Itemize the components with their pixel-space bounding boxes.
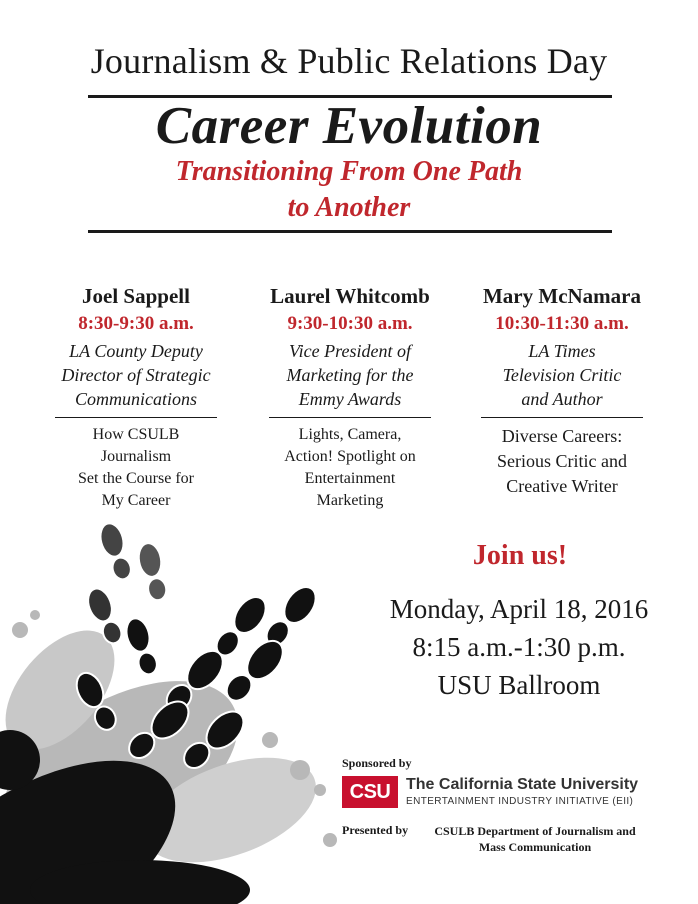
speaker-column-1 <box>36 283 236 512</box>
talk-title-line: Lights, Camera, <box>298 426 402 443</box>
talk-title-line: Set the Course for <box>78 470 194 487</box>
speaker-divider <box>269 417 431 418</box>
talk-title-line: Marketing <box>316 492 384 509</box>
speaker-role-line: Vice President of <box>289 341 411 361</box>
header-bottom-rule <box>88 230 612 233</box>
speaker-time: 8:30-9:30 a.m. <box>78 313 194 334</box>
speaker-role-line: Marketing for the <box>286 365 414 385</box>
join-us-heading: Join us! <box>472 540 568 571</box>
talk-title-line: Journalism <box>100 448 172 465</box>
speaker-divider <box>481 417 643 418</box>
speaker-column-3 <box>462 283 662 499</box>
speaker-role-line: Communications <box>74 389 197 409</box>
page-title: Career Evolution <box>155 97 543 155</box>
speaker-column-2 <box>250 283 450 512</box>
event-series-heading: Journalism & Public Relations Day <box>90 41 608 81</box>
sponsor-name: The California State University <box>406 776 639 793</box>
subtitle-line-2: to Another <box>287 192 411 223</box>
talk-title-line: Entertainment <box>304 470 396 487</box>
speaker-role-line: Television Critic <box>502 365 622 385</box>
speaker-time: 10:30-11:30 a.m. <box>495 313 629 334</box>
talk-title-line: How CSULB <box>92 426 180 443</box>
talk-title-line: Diverse Careers: <box>501 426 623 446</box>
speaker-time: 9:30-10:30 a.m. <box>287 313 413 334</box>
event-location: USU Ballroom <box>437 670 601 700</box>
speaker-name: Joel Sappell <box>82 284 190 308</box>
presenter-line-1: CSULB Department of Journalism and <box>434 824 636 838</box>
speaker-divider <box>55 417 217 418</box>
event-time: 8:15 a.m.-1:30 p.m. <box>412 632 626 662</box>
talk-title-line: Action! Spotlight on <box>284 448 416 465</box>
presenter-line-2: Mass Communication <box>478 840 592 854</box>
speaker-name: Laurel Whitcomb <box>270 284 430 308</box>
page-subtitle <box>0 154 698 226</box>
subtitle-line-1: Transitioning From One Path <box>175 156 523 187</box>
sponsored-by-label: Sponsored by <box>342 756 412 770</box>
speaker-role-line: LA County Deputy <box>69 341 203 361</box>
footprints-graphic <box>0 520 360 904</box>
event-date: Monday, April 18, 2016 <box>389 594 649 624</box>
sponsor-program: ENTERTAINMENT INDUSTRY INITIATIVE (EII) <box>406 796 634 807</box>
csu-logo: CSU <box>342 776 398 808</box>
speaker-name: Mary McNamara <box>482 284 641 308</box>
talk-title-line: Serious Critic and <box>497 451 627 471</box>
talk-title-line: My Career <box>101 492 171 509</box>
speaker-role-line: Emmy Awards <box>298 389 402 409</box>
presenter-name <box>420 823 650 855</box>
speaker-role-line: Director of Strategic <box>61 365 211 385</box>
talk-title-line: Creative Writer <box>506 476 618 496</box>
speaker-role-line: LA Times <box>528 341 596 361</box>
presented-by-label: Presented by <box>342 823 409 837</box>
speaker-role-line: and Author <box>521 389 603 409</box>
